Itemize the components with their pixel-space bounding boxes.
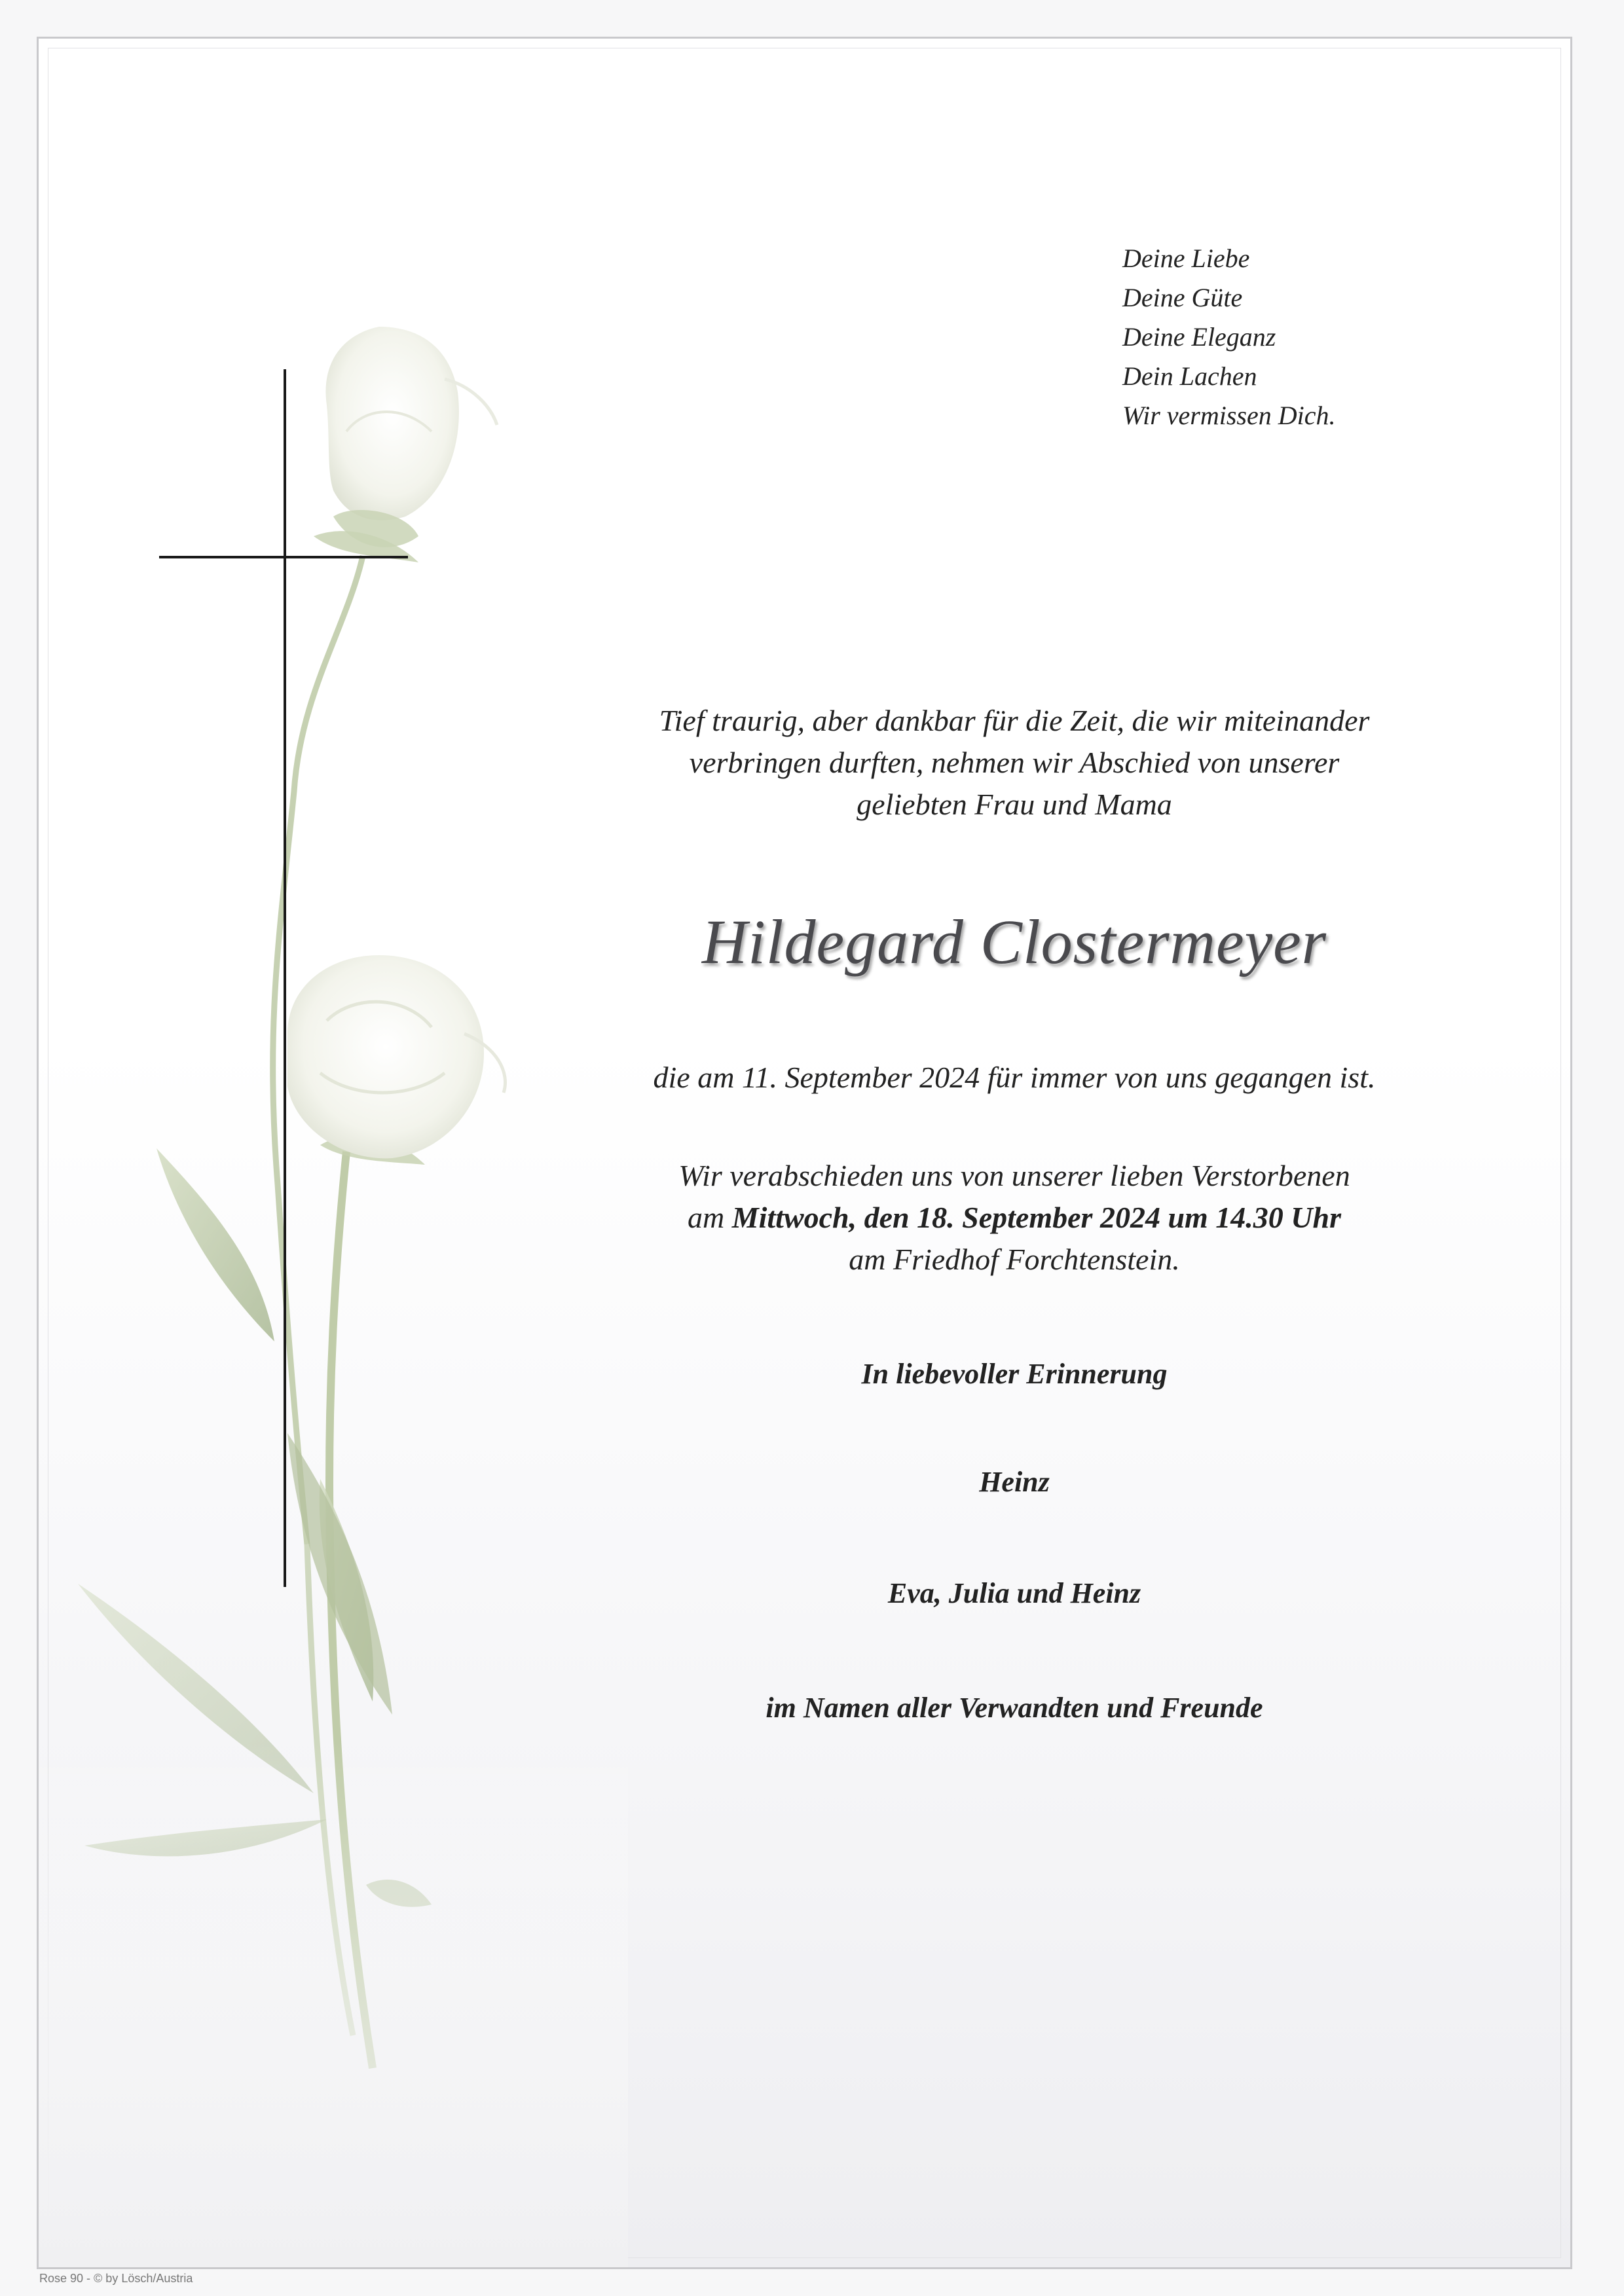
- poem-line: Deine Liebe: [1122, 244, 1250, 273]
- poem: [1122, 239, 1336, 435]
- intro-line: Tief traurig, aber dankbar für die Zeit, die wir miteinander: [659, 704, 1370, 737]
- rose-bloom-lower: [287, 955, 506, 1158]
- intro-line: geliebten Frau und Mama: [857, 788, 1172, 821]
- intro-text: [549, 700, 1479, 826]
- white-rose-illustration: [39, 39, 628, 2269]
- signature-relatives: im Namen aller Verwandten und Freunde: [766, 1692, 1263, 1724]
- funeral-line-2: [549, 1197, 1479, 1239]
- funeral-details: [549, 1155, 1479, 1281]
- poem-line: Deine Eleganz: [1122, 322, 1276, 352]
- copyright-credit: Rose 90 - © by Lösch/Austria: [39, 2272, 193, 2285]
- cross-horizontal-bar: [159, 556, 408, 558]
- poem-line: Deine Güte: [1122, 283, 1243, 312]
- rose-bud-upper: [325, 327, 497, 547]
- poem-line: Wir vermissen Dich.: [1122, 401, 1336, 430]
- funeral-line-3: am Friedhof Forchtenstein.: [849, 1243, 1180, 1276]
- deceased-name: Hildegard Clostermeyer: [701, 907, 1327, 977]
- intro-line: verbringen durften, nehmen wir Abschied von unserer: [689, 746, 1340, 779]
- poem-line: Dein Lachen: [1122, 361, 1257, 391]
- cross-vertical-bar: [284, 369, 286, 1587]
- death-date-line: die am 11. September 2024 für immer von uns gegangen ist.: [653, 1061, 1376, 1094]
- funeral-date-time: Mittwoch, den 18. September 2024 um 14.30 Uhr: [731, 1201, 1342, 1234]
- obituary-card: [37, 37, 1572, 2269]
- signature-spouse: Heinz: [979, 1466, 1050, 1498]
- signature-children: Eva, Julia und Heinz: [887, 1577, 1141, 1609]
- remembrance-heading: In liebevoller Erinnerung: [861, 1358, 1168, 1390]
- funeral-line-1: Wir verabschieden uns von unserer lieben Verstorbenen: [678, 1159, 1350, 1192]
- funeral-date-prefix: am: [687, 1201, 732, 1234]
